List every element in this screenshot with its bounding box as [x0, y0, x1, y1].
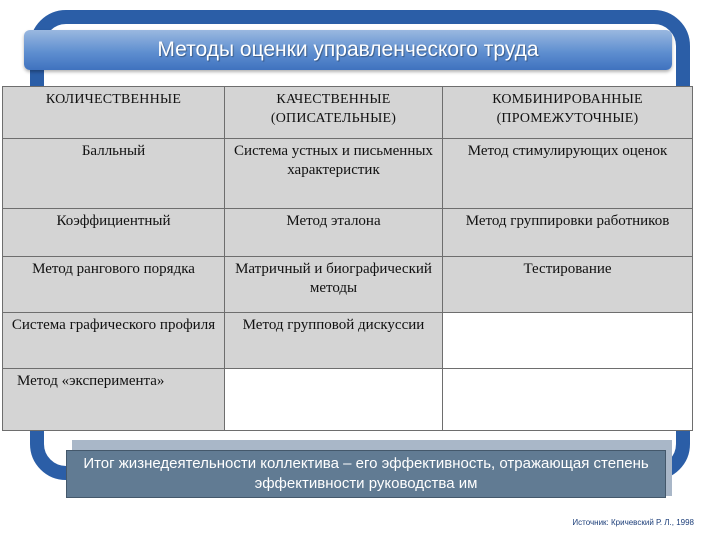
table-cell: Метод стимулирующих оценок — [443, 139, 693, 209]
column-header-combined: КОМБИНИРОВАННЫЕ (ПРОМЕЖУТОЧНЫЕ) — [443, 87, 693, 139]
table-cell: Метод групповой дискуссии — [225, 313, 443, 369]
table-row — [3, 139, 693, 209]
table-cell — [225, 369, 443, 431]
summary-box: Итог жизнедеятельности коллектива – его эффективность, отражающая степень эффективности руководства им — [66, 450, 666, 498]
table-cell: Тестирование — [443, 257, 693, 313]
table-row — [3, 313, 693, 369]
table-cell: Матричный и биографический методы — [225, 257, 443, 313]
table-cell: Система устных и письменных характеристик — [225, 139, 443, 209]
source-note: Источник: Кричевский Р. Л., 1998 — [572, 518, 694, 527]
page-title: Методы оценки управленческого труда — [157, 38, 539, 61]
table-cell — [443, 369, 693, 431]
table-cell: Система графического профиля — [3, 313, 225, 369]
table-cell: Метод «эксперимента» — [3, 369, 225, 431]
column-header-qualitative: КАЧЕСТВЕННЫЕ (ОПИСАТЕЛЬНЫЕ) — [225, 87, 443, 139]
column-header-quantitative: КОЛИЧЕСТВЕННЫЕ — [3, 87, 225, 139]
table-header-row — [3, 87, 693, 139]
methods-table — [2, 86, 693, 431]
table-row — [3, 257, 693, 313]
table-cell: Коэффициентный — [3, 209, 225, 257]
table-cell: Метод рангового порядка — [3, 257, 225, 313]
table-cell — [443, 313, 693, 369]
table-cell: Метод эталона — [225, 209, 443, 257]
table-cell: Метод группировки работников — [443, 209, 693, 257]
table-cell: Балльный — [3, 139, 225, 209]
table-row — [3, 209, 693, 257]
table-row — [3, 369, 693, 431]
